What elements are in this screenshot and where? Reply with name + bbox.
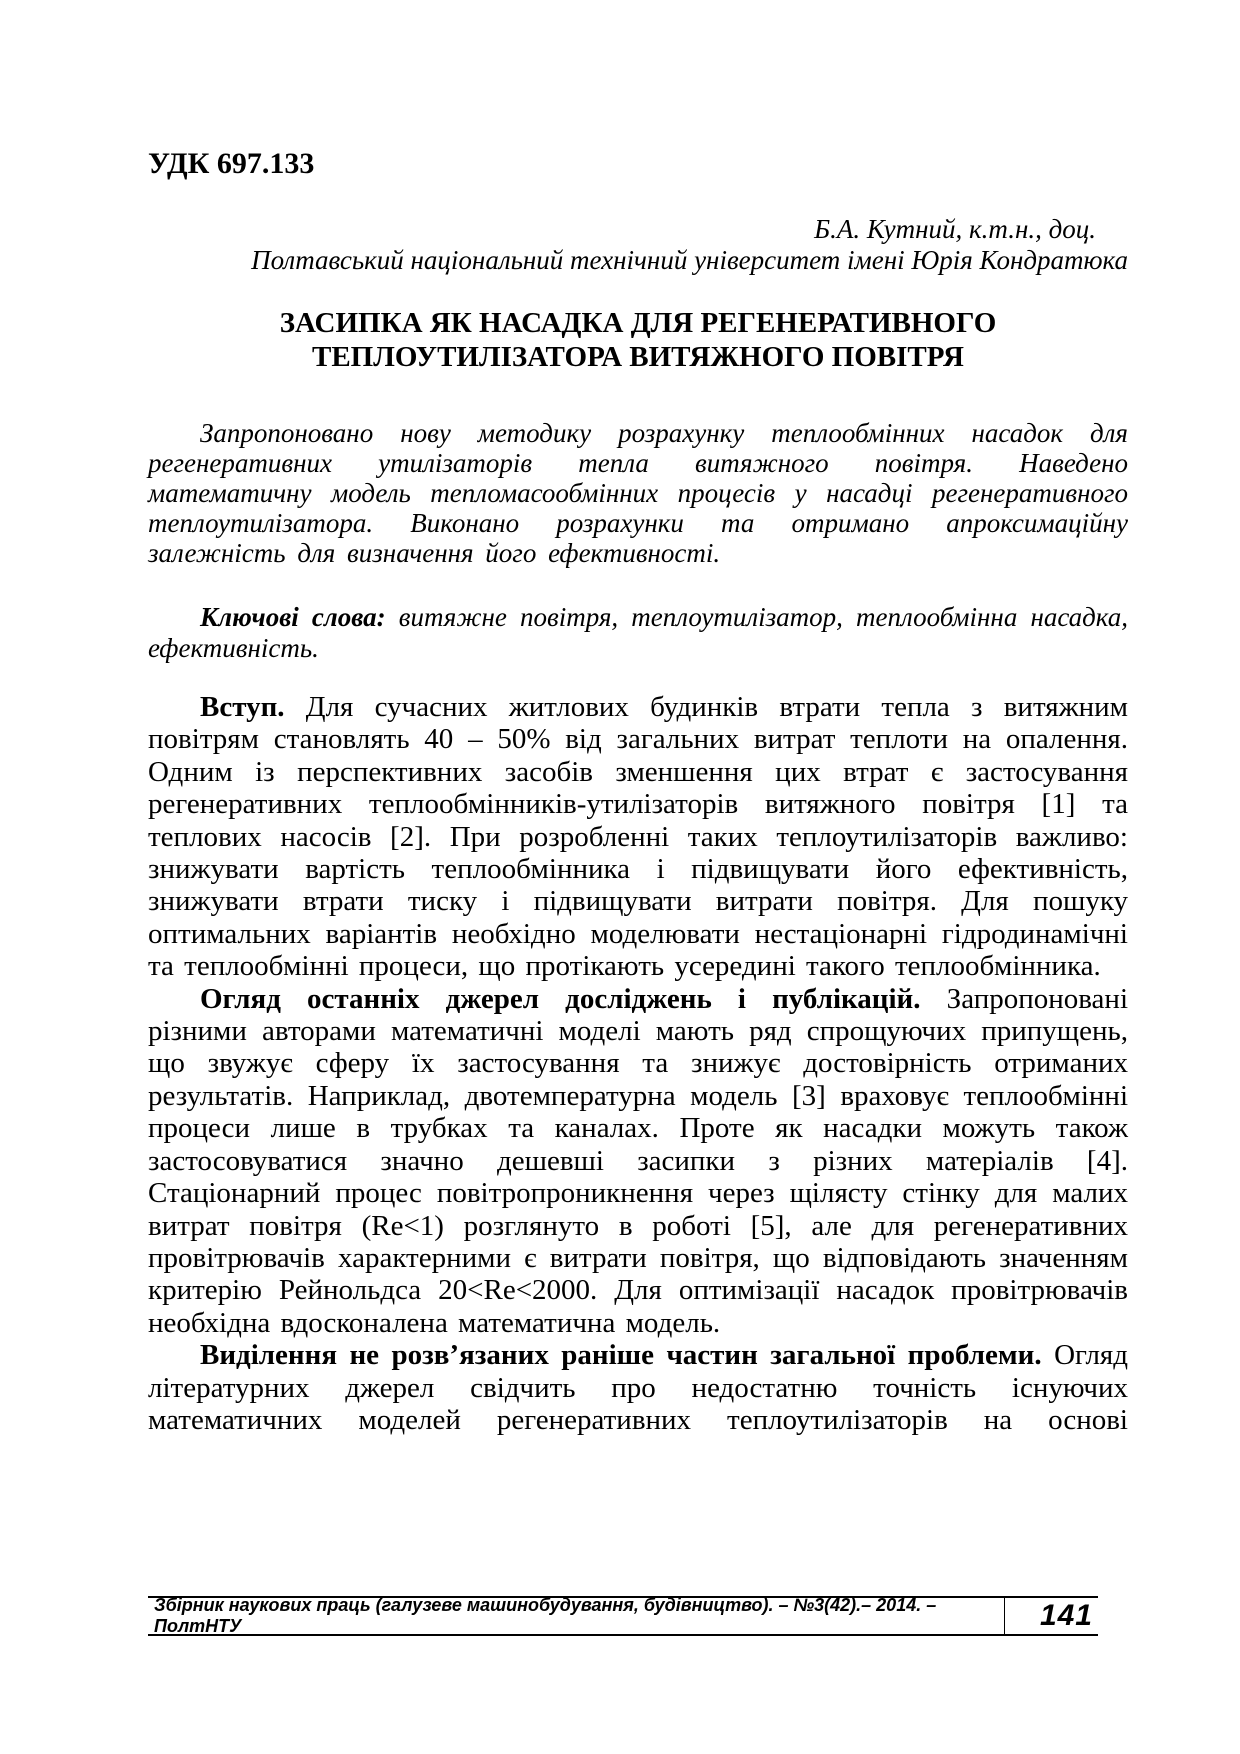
paragraph-lead: Вступ. bbox=[200, 691, 285, 723]
page-footer bbox=[148, 1596, 1098, 1636]
article-title-line-1: ЗАСИПКА ЯК НАСАДКА ДЛЯ РЕГЕНЕРАТИВНОГО bbox=[279, 307, 997, 339]
paragraph-unsolved-problem bbox=[148, 1339, 1128, 1436]
paragraph-lead: Виділення не розв’язаних раніше частин загальної проблеми. bbox=[200, 1339, 1042, 1372]
paragraph-introduction bbox=[148, 691, 1128, 983]
paragraph-literature-review bbox=[148, 983, 1128, 1339]
keywords-label: Ключові слова: bbox=[200, 602, 386, 632]
page-content bbox=[148, 0, 1128, 1436]
paragraph-text: Огляд літературних джерел свідчить про недостатню точність існуючих математичних моделей регенеративних теплоутилізаторів на основі bbox=[148, 1339, 1129, 1436]
affiliation-line: Полтавський національний технічний університет імені Юрія Кондратюка bbox=[251, 245, 1128, 275]
footer-page-number-cell bbox=[1005, 1598, 1098, 1634]
footer-page-number: 141 bbox=[1039, 1599, 1093, 1632]
author-line: Б.А. Кутний, к.т.н., доц. bbox=[814, 214, 1096, 244]
abstract-paragraph: Запропоновано нову методику розрахунку теплообмінних насадок для регенеративних утилізаторів тепла витяжного повітря. Наведено математичну модель тепломасообмінних процесів у насадці регенеративного теплоутилізатора. Виконано розрахунки та отримано апроксимаційну залежність для визначення його ефективності. bbox=[148, 418, 1128, 568]
keywords-text: витяжне повітря, теплоутилізатор, теплообмінна насадка, ефективність. bbox=[148, 602, 1128, 663]
paragraph-text: Для сучасних житлових будинків втрати тепла з витяжним повітрям становлять 40 – 50% від загальних витрат теплоти на опалення. Одним із перспективних засобів зменшення цих втрат є застосування регенеративних теплообмінників-утилізаторів витяжного повітря [1] та теплових насосів [2]. При розробленні таких теплоутилізаторів важливо: знижувати вартість теплообмінника і підвищувати його ефективність, знижувати втрати тиску і підвищувати витрати повітря. Для пошуку оптимальних варіантів необхідно моделювати нестаціонарні гідродинамічні та теплообмінні процеси, що протікають усередині такого теплообмінника. bbox=[148, 691, 1129, 983]
udc-label: УДК 697.133 bbox=[148, 147, 315, 180]
paragraph-text: Запропоновані різними авторами математичні моделі мають ряд спрощуючих припущень, що звужує сферу їх застосування та знижує достовірність отриманих результатів. Наприклад, двотемпературна модель [3] враховує теплообмінні процеси лише в трубках та каналах. Проте як насадки можуть також застосовуватися значно дешевші засипки з різних матеріалів [4]. Стаціонарний процес повітропроникнення через щілясту стінку для малих витрат повітря (Re<1) розглянуто в роботі [5], але для регенеративних провітрювачів характерними є витрати повітря, що відповідають значенням критерію Рейнольдса 20<Re<2000. Для оптимізації насадок провітрювачів необхідна вдосконалена математична модель. bbox=[148, 982, 1129, 1339]
keywords-paragraph bbox=[148, 602, 1128, 664]
paragraph-lead: Огляд останніх джерел досліджень і публікацій. bbox=[200, 982, 921, 1015]
footer-journal-cell bbox=[148, 1595, 1005, 1636]
article-title-line-2: ТЕПЛОУТИЛІЗАТОРА ВИТЯЖНОГО ПОВІТРЯ bbox=[312, 341, 964, 373]
article-title bbox=[148, 306, 1128, 374]
footer-journal-text: Збірник наукових праць (галузеве машинобудування, будівництво). – №3(42).– 2014. – ПолтНТУ bbox=[154, 1595, 937, 1636]
author-block bbox=[148, 214, 1128, 276]
